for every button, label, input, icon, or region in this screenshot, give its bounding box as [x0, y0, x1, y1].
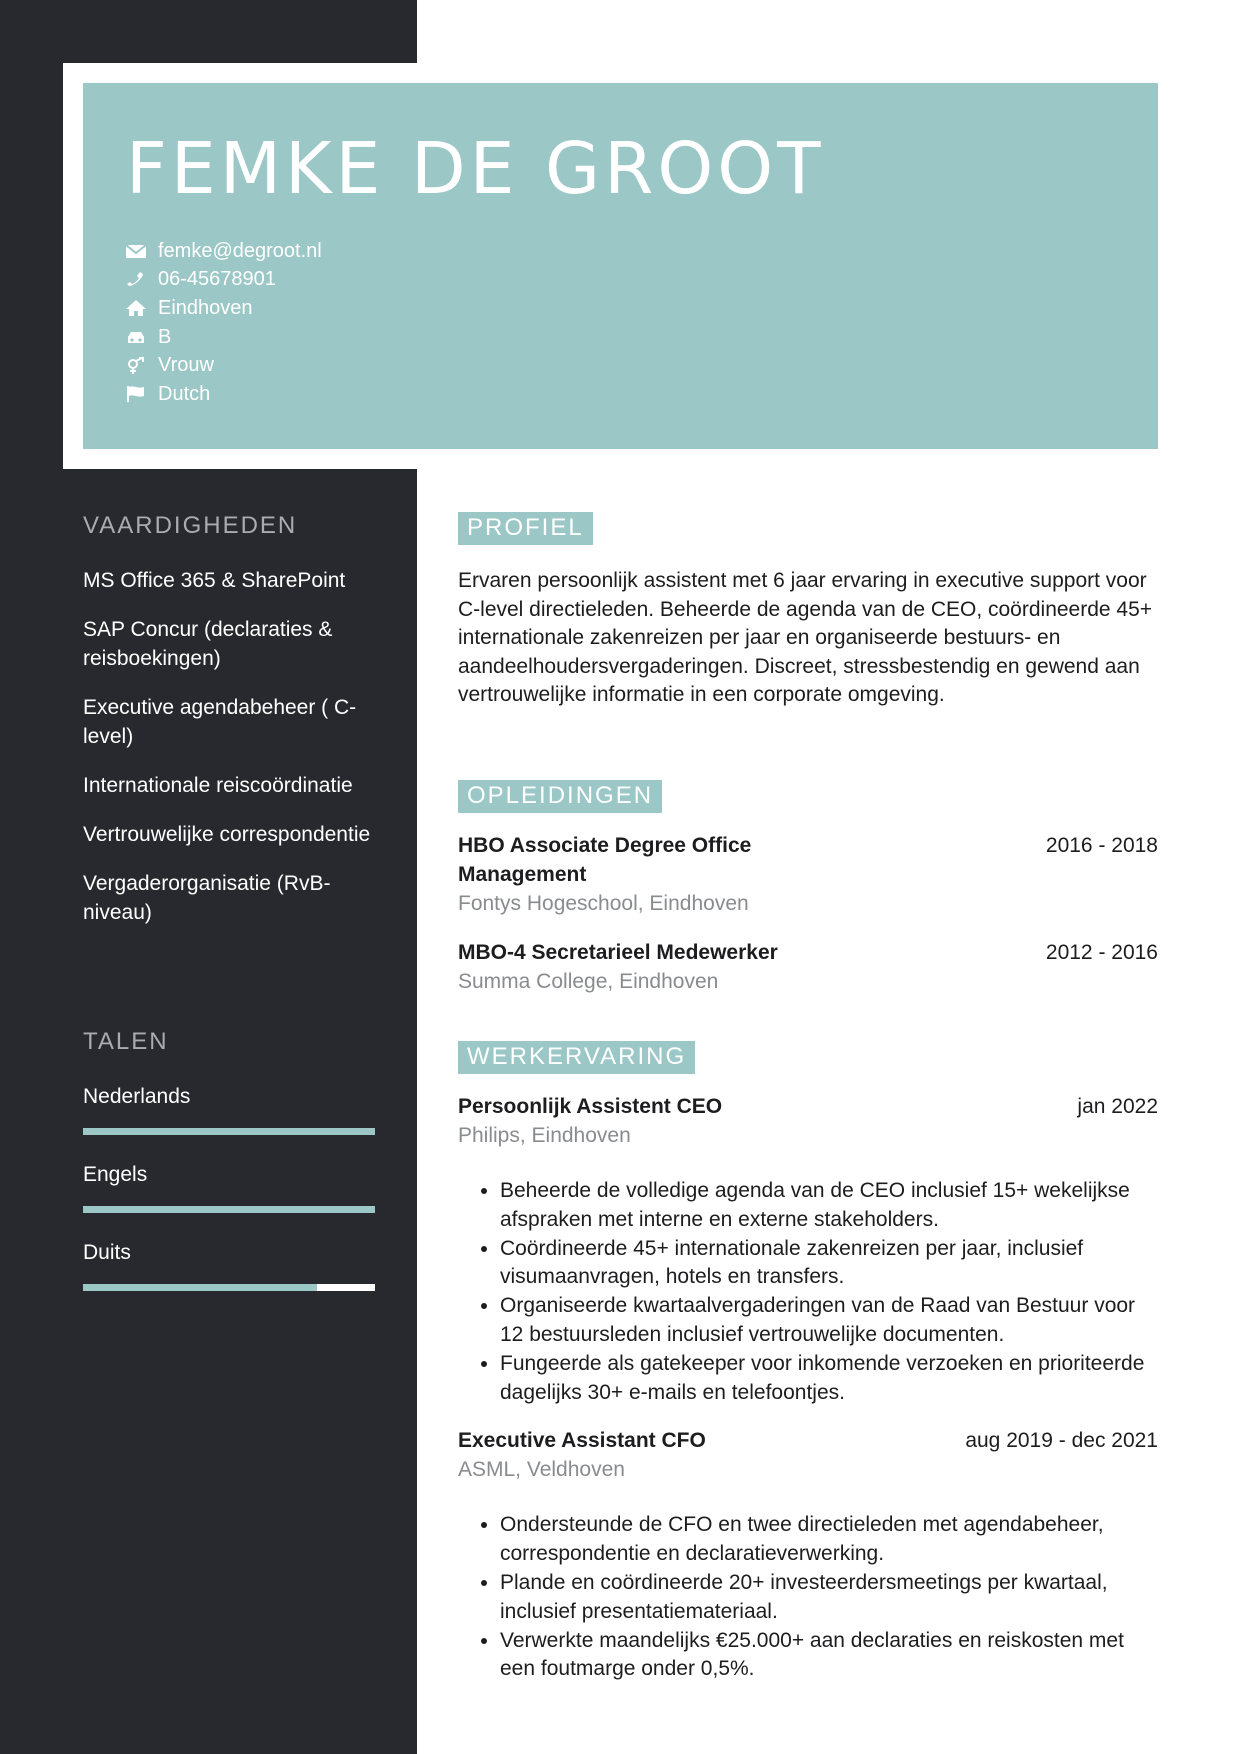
header-banner [83, 83, 1158, 449]
education-heading: OPLEIDINGEN [458, 780, 662, 813]
language-level-fill [83, 1284, 317, 1291]
education-title: HBO Associate Degree Office Management [458, 834, 752, 886]
flag-icon [125, 385, 147, 403]
phone-icon [125, 271, 147, 289]
skill-item: Vergaderorganisatie (RvB-niveau) [83, 872, 331, 924]
language-item [83, 1161, 375, 1239]
language-item [83, 1239, 375, 1317]
education-section [458, 780, 1158, 996]
job-bullet: • Organiseerde kwartaalvergaderingen van de Raad van Bestuur voor 12 bestuursleden inclusief vertrouwelijke documenten. [500, 1292, 1158, 1350]
job-bullet: • Plande en coördineerde 20+ investeerdersmeetings per kwartaal, inclusief presentatiemateriaal. [500, 1569, 1158, 1627]
education-institution: Summa College, Eindhoven [458, 970, 719, 993]
skills-heading: VAARDIGHEDEN [83, 512, 298, 539]
language-item [83, 1083, 375, 1161]
education-title: MBO-4 Secretarieel Medewerker [458, 941, 778, 964]
job-employer: ASML, Veldhoven [458, 1458, 625, 1482]
profile-section [458, 512, 1158, 710]
contact-license [125, 323, 322, 352]
contact-city-text: Eindhoven [158, 296, 253, 319]
gender-icon [125, 357, 147, 375]
contact-email [125, 237, 322, 266]
skill-item: Internationale reiscoördinatie [83, 774, 353, 797]
contact-phone [125, 266, 322, 295]
home-icon [125, 299, 147, 317]
contact-gender [125, 351, 322, 380]
job-bullet: • Fungeerde als gatekeeper voor inkomende verzoeken en prioriteerde dagelijks 30+ e-mails en telefoontjes. [500, 1350, 1158, 1408]
job-bullets [458, 1177, 1158, 1407]
experience-entry [458, 1426, 1158, 1684]
contact-list [125, 237, 322, 409]
job-bullet: • Beheerde de volledige agenda van de CEO inclusief 15+ wekelijkse afspraken met interne en externe stakeholders. [500, 1177, 1158, 1235]
languages-heading: TALEN [83, 1028, 169, 1055]
experience-entry [458, 1092, 1158, 1407]
job-employer: Philips, Eindhoven [458, 1124, 631, 1147]
job-bullet: • Ondersteunde de CFO en twee directieleden met agendabeheer, correspondentie en declaratieverwerking. [500, 1511, 1158, 1569]
job-dates: jan 2022 [1077, 1095, 1158, 1118]
profile-text: Ervaren persoonlijk assistent met 6 jaar ervaring in executive support voor C-level directieleden. Beheerde de agenda van de CEO, coördineerde 45+ internationale zakenreizen per jaar en organiseerde bestuurs- en aandeelhoudersvergaderingen. Discreet, stressbestendig en gewend aan vertrouwelijke informatie in een corporate omgeving. [458, 569, 1153, 707]
job-title: Executive Assistant CFO [458, 1429, 706, 1453]
language-level-fill [83, 1206, 375, 1213]
job-bullets [458, 1511, 1158, 1684]
skills-list [83, 566, 383, 947]
contact-gender-text: Vrouw [158, 354, 214, 377]
job-bullet: • Coördineerde 45+ internationale zakenreizen per jaar, inclusief visumaanvragen, hotels en transfers. [500, 1235, 1158, 1293]
experience-section [458, 1041, 1158, 1684]
job-title: Persoonlijk Assistent CEO [458, 1095, 723, 1118]
education-dates: 2016 - 2018 [1045, 834, 1158, 857]
contact-city [125, 294, 322, 323]
language-level-fill [83, 1128, 375, 1135]
language-level-bar [83, 1206, 375, 1213]
skill-item: Vertrouwelijke correspondentie [83, 823, 371, 846]
education-entry [458, 938, 1158, 996]
contact-email-text: femke@degroot.nl [158, 239, 322, 262]
language-name: Engels [83, 1163, 148, 1186]
languages-list [83, 1083, 375, 1317]
job-dates: aug 2019 - dec 2021 [965, 1429, 1158, 1453]
language-level-bar [83, 1284, 375, 1291]
contact-license-text: B [158, 325, 172, 348]
language-level-bar [83, 1128, 375, 1135]
skill-item: Executive agendabeheer ( C-level) [83, 696, 357, 748]
experience-heading: WERKERVARING [458, 1041, 695, 1074]
contact-nationality-text: Dutch [158, 382, 211, 405]
language-name: Duits [83, 1241, 131, 1264]
envelope-icon [125, 242, 147, 260]
education-dates: 2012 - 2016 [1045, 941, 1158, 964]
candidate-name: FEMKE DE GROOT [126, 127, 825, 210]
skill-item: SAP Concur (declaraties & reisboekingen) [83, 618, 333, 670]
language-name: Nederlands [83, 1085, 191, 1108]
job-bullet: • Verwerkte maandelijks €25.000+ aan declaraties en reiskosten met een foutmarge onder 0,5%. [500, 1627, 1158, 1685]
contact-phone-text: 06-45678901 [158, 268, 276, 291]
education-entry [458, 831, 1158, 918]
skill-item: MS Office 365 & SharePoint [83, 569, 346, 592]
education-institution: Fontys Hogeschool, Eindhoven [458, 892, 749, 915]
profile-heading: PROFIEL [458, 512, 593, 545]
car-icon [125, 328, 147, 346]
contact-nationality [125, 380, 322, 409]
